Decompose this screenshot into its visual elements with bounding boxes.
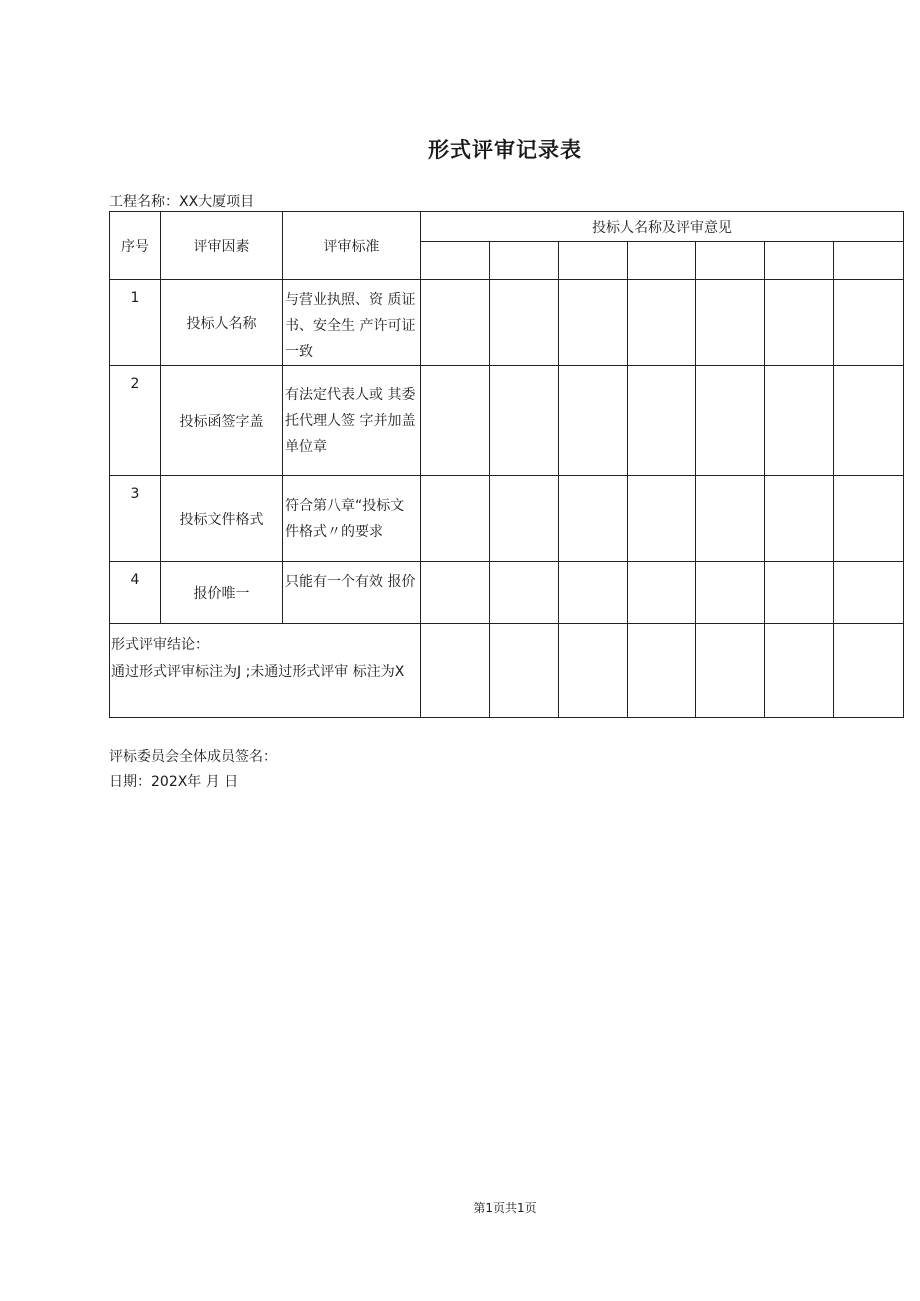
table-row: [110, 476, 904, 562]
review-cell[interactable]: [421, 476, 490, 562]
review-cell[interactable]: [696, 366, 765, 476]
conclusion-row: [110, 624, 904, 718]
conclusion-review-cell[interactable]: [696, 624, 765, 718]
review-cell[interactable]: [421, 280, 490, 366]
review-cell[interactable]: [490, 476, 559, 562]
row-criteria: 有法定代表人或 其委托代理人签 字并加盖单位章: [283, 366, 421, 476]
conclusion-label: 形式评审结论：: [111, 637, 209, 653]
review-cell[interactable]: [696, 562, 765, 624]
table-row: [110, 562, 904, 624]
row-factor: 投标函签字盖: [161, 366, 283, 476]
review-cell[interactable]: [421, 366, 490, 476]
table-row: [110, 280, 904, 366]
project-name: 工程名称：XX大厦项目: [109, 194, 255, 210]
signature-line: 评标委员会全体成员签名：: [109, 749, 277, 765]
row-index: 3: [110, 476, 161, 562]
review-cell[interactable]: [765, 562, 834, 624]
table-row: [110, 366, 904, 476]
review-cell[interactable]: [490, 366, 559, 476]
bidder-cell[interactable]: [421, 242, 490, 280]
conclusion-review-cell[interactable]: [628, 624, 696, 718]
review-cell[interactable]: [559, 562, 628, 624]
row-criteria: 符合第八章“投标文件格式〃的要求: [283, 476, 421, 562]
row-factor: 投标人名称: [161, 280, 283, 366]
row-criteria: 与营业执照、资 质证书、安全生 产许可证一致: [283, 280, 421, 366]
review-cell[interactable]: [834, 562, 904, 624]
bidder-cell[interactable]: [490, 242, 559, 280]
bidder-cell[interactable]: [628, 242, 696, 280]
bidder-cell[interactable]: [559, 242, 628, 280]
conclusion-cell: [110, 624, 421, 718]
review-cell[interactable]: [490, 280, 559, 366]
review-table: [109, 211, 904, 718]
header-criteria: 评审标准: [283, 212, 421, 280]
review-cell[interactable]: [834, 366, 904, 476]
review-cell[interactable]: [628, 280, 696, 366]
review-cell[interactable]: [765, 280, 834, 366]
page-title: 形式评审记录表: [428, 138, 582, 162]
review-cell[interactable]: [559, 366, 628, 476]
bidder-cell[interactable]: [765, 242, 834, 280]
review-cell[interactable]: [696, 476, 765, 562]
review-cell[interactable]: [559, 280, 628, 366]
header-factor: 评审因素: [161, 212, 283, 280]
bidder-cell[interactable]: [696, 242, 765, 280]
conclusion-review-cell[interactable]: [421, 624, 490, 718]
header-bidders: 投标人名称及评审意见: [421, 212, 904, 242]
row-factor: 报价唯一: [161, 562, 283, 624]
bidder-cell[interactable]: [834, 242, 904, 280]
review-cell[interactable]: [490, 562, 559, 624]
review-cell[interactable]: [765, 366, 834, 476]
review-cell[interactable]: [628, 562, 696, 624]
conclusion-text: 通过形式评审标注为J ;未通过形式评审 标注为X: [111, 664, 405, 680]
header-index: 序号: [110, 212, 161, 280]
conclusion-review-cell[interactable]: [490, 624, 559, 718]
row-index: 2: [110, 366, 161, 476]
conclusion-review-cell[interactable]: [765, 624, 834, 718]
row-criteria: 只能有一个有效 报价: [283, 562, 421, 624]
review-cell[interactable]: [559, 476, 628, 562]
review-cell[interactable]: [696, 280, 765, 366]
date-line: 日期：202X年 月 日: [109, 774, 239, 790]
review-cell[interactable]: [421, 562, 490, 624]
review-cell[interactable]: [628, 366, 696, 476]
conclusion-review-cell[interactable]: [834, 624, 904, 718]
row-factor: 投标文件格式: [161, 476, 283, 562]
review-cell[interactable]: [628, 476, 696, 562]
row-index: 4: [110, 562, 161, 624]
review-cell[interactable]: [765, 476, 834, 562]
row-index: 1: [110, 280, 161, 366]
review-cell[interactable]: [834, 476, 904, 562]
review-cell[interactable]: [834, 280, 904, 366]
page-footer: 第1页共1页: [473, 1201, 537, 1215]
conclusion-review-cell[interactable]: [559, 624, 628, 718]
